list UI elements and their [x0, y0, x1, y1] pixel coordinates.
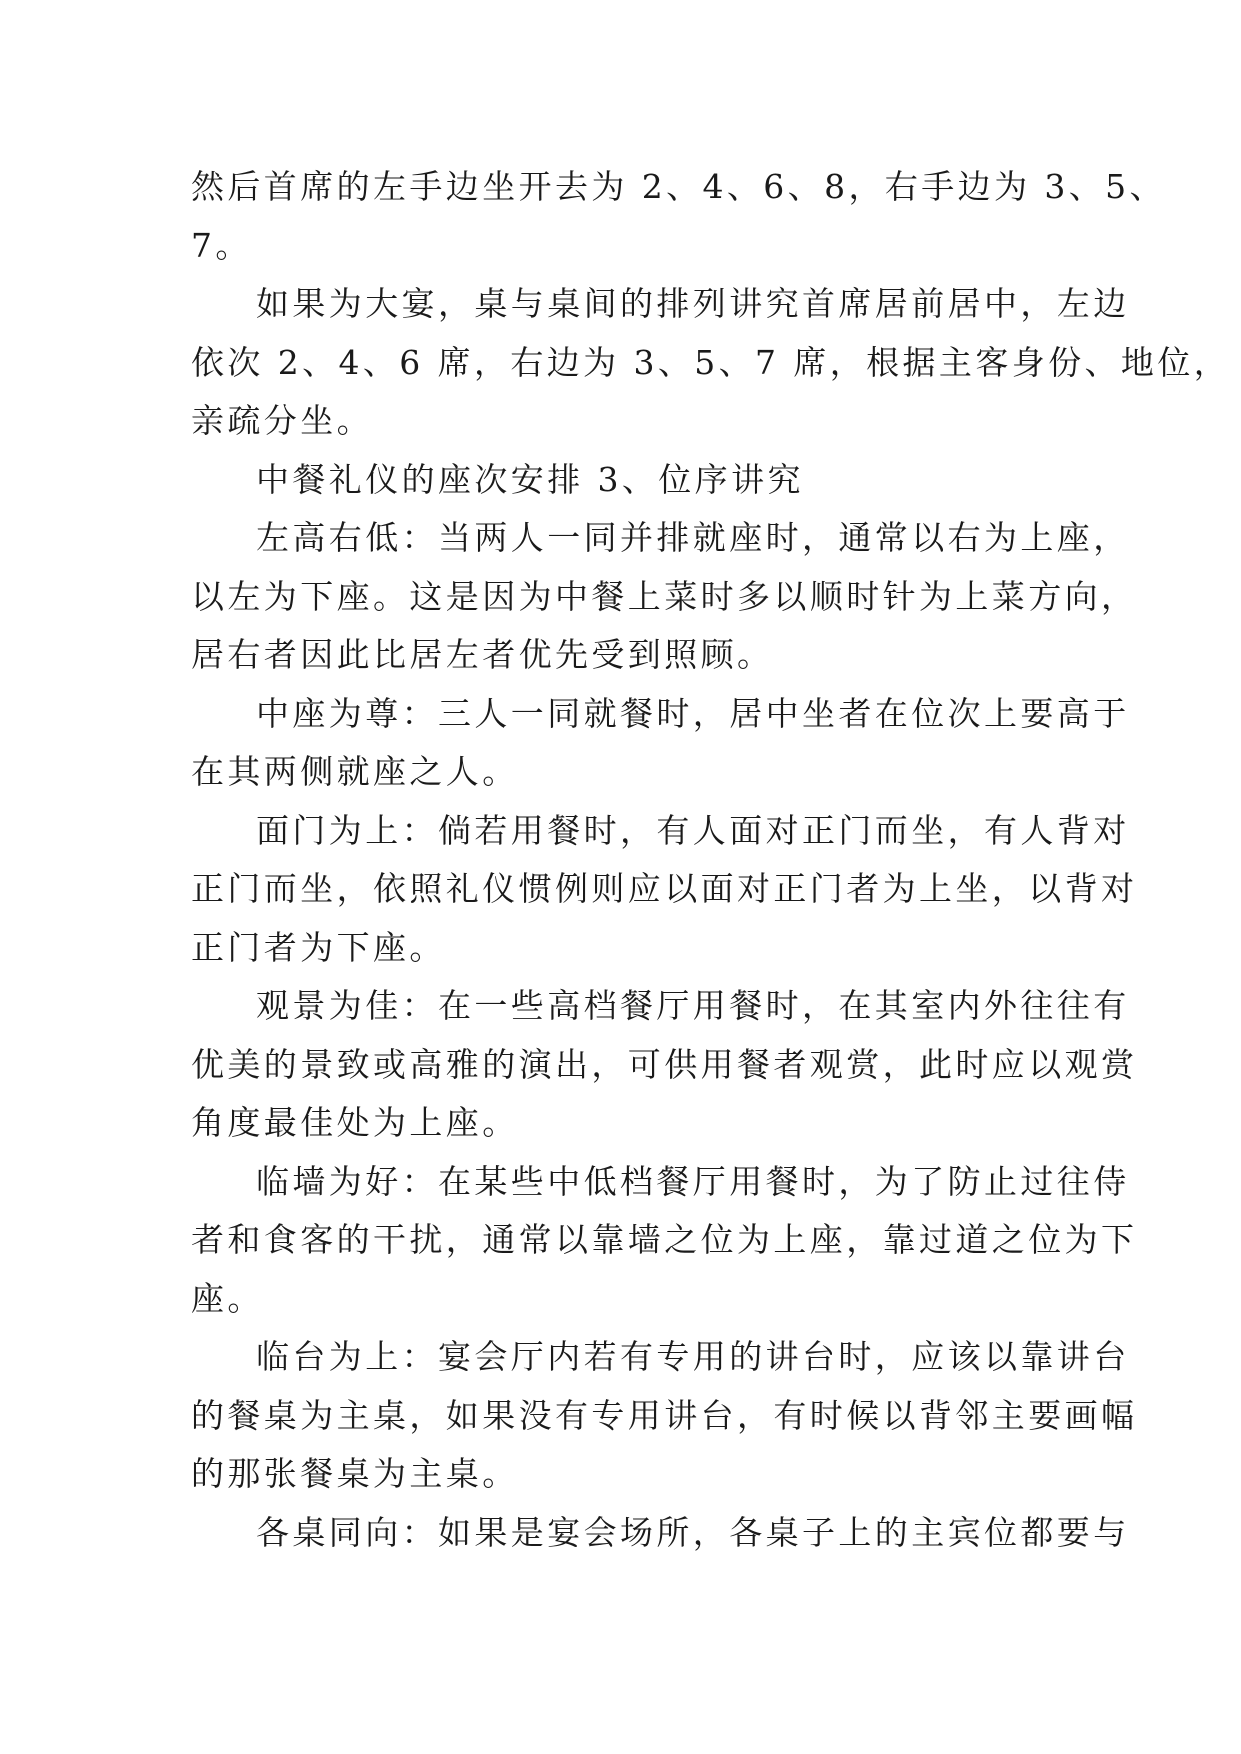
text-line: 依次 2、4、6 席，右边为 3、5、7 席，根据主客身份、地位，	[191, 343, 1231, 382]
paragraph-start: 各桌同向：如果是宴会场所，各桌子上的主宾位都要与	[256, 1513, 1130, 1552]
text-line: 7。	[191, 226, 252, 265]
text-line: 以左为下座。这是因为中餐上菜时多以顺时针为上菜方向，	[191, 577, 1138, 616]
text-line: 的餐桌为主桌，如果没有专用讲台，有时候以背邻主要画幅	[191, 1396, 1138, 1435]
paragraph-start: 面门为上：倘若用餐时，有人面对正门而坐，有人背对	[256, 811, 1130, 850]
text-line: 座。	[191, 1279, 264, 1318]
paragraph-start: 左高右低：当两人一同并排就座时，通常以右为上座，	[256, 518, 1130, 557]
text-line: 的那张餐桌为主桌。	[191, 1454, 519, 1493]
text-line: 角度最佳处为上座。	[191, 1103, 519, 1142]
paragraph-start: 临墙为好：在某些中低档餐厅用餐时，为了防止过往侍	[256, 1162, 1130, 1201]
text-line: 者和食客的干扰，通常以靠墙之位为上座，靠过道之位为下	[191, 1220, 1138, 1259]
paragraph-start: 如果为大宴，桌与桌间的排列讲究首席居前居中，左边	[256, 284, 1130, 323]
text-line: 居右者因此比居左者优先受到照顾。	[191, 635, 774, 674]
paragraph-start: 中座为尊：三人一同就餐时，居中坐者在位次上要高于	[256, 694, 1130, 733]
section-heading: 中餐礼仪的座次安排 3、位序讲究	[256, 460, 804, 499]
text-line: 在其两侧就座之人。	[191, 752, 519, 791]
text-line: 亲疏分坐。	[191, 401, 373, 440]
text-line: 正门而坐，依照礼仪惯例则应以面对正门者为上坐，以背对	[191, 869, 1138, 908]
text-line: 然后首席的左手边坐开去为 2、4、6、8，右手边为 3、5、	[191, 167, 1166, 206]
text-line: 正门者为下座。	[191, 928, 446, 967]
text-line: 优美的景致或高雅的演出，可供用餐者观赏，此时应以观赏	[191, 1045, 1138, 1084]
paragraph-start: 观景为佳：在一些高档餐厅用餐时，在其室内外往往有	[256, 986, 1130, 1025]
paragraph-start: 临台为上：宴会厅内若有专用的讲台时，应该以靠讲台	[256, 1337, 1130, 1376]
